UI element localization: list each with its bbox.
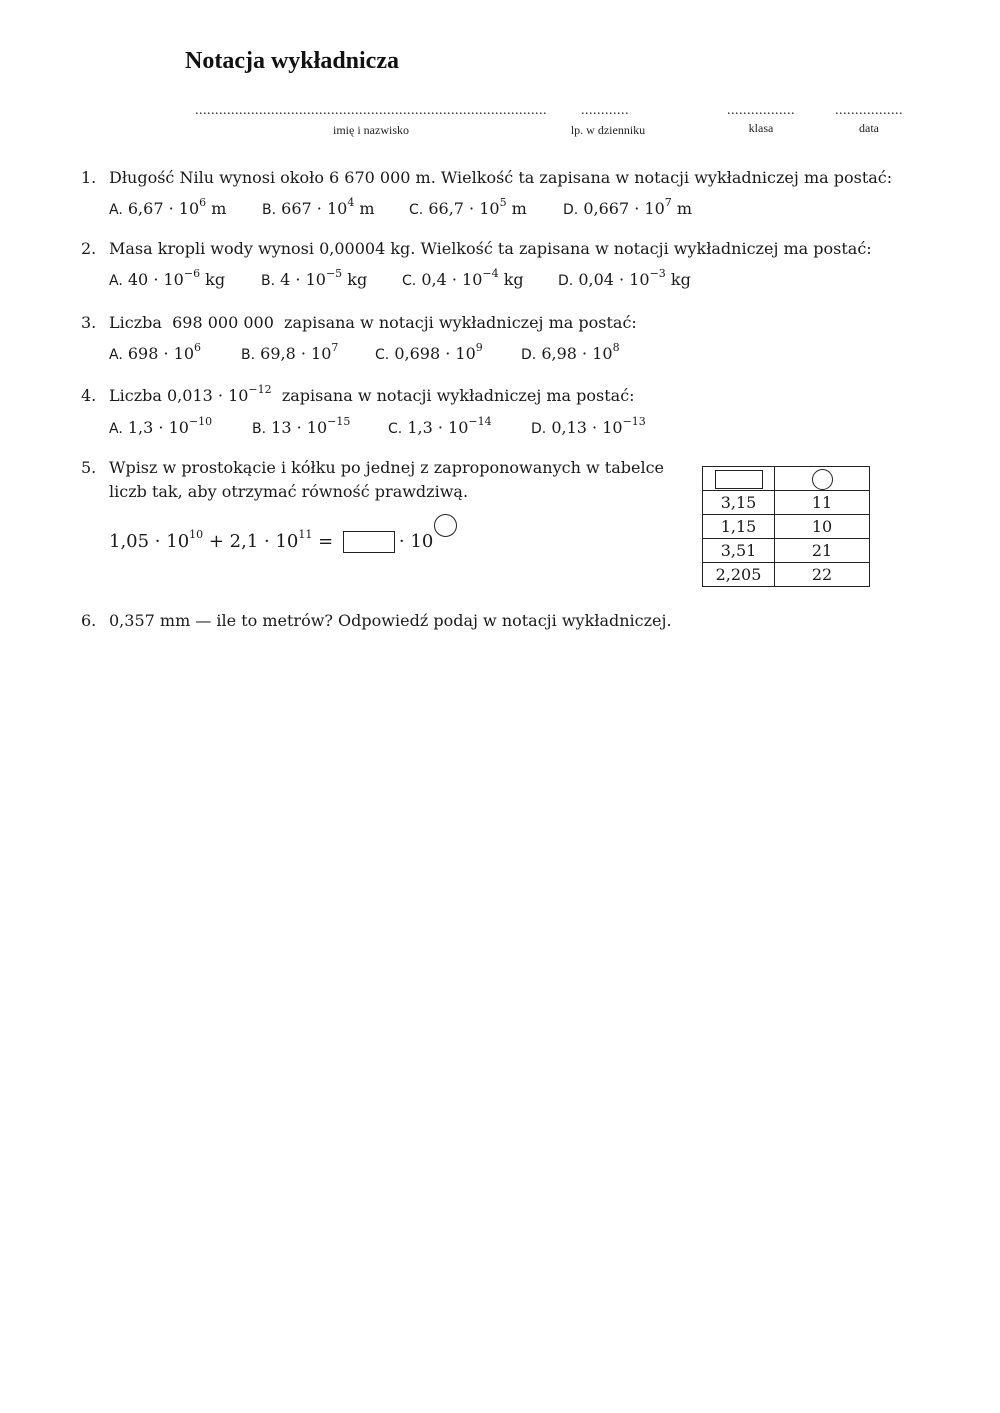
circle-column-header (775, 467, 870, 491)
option-a[interactable]: A. $40 \cdot 10^{-6}$ kg (109, 266, 226, 289)
option-c[interactable]: C. $0,4 \cdot 10^{-4}$ kg (402, 266, 524, 289)
question-5-text (109, 456, 664, 504)
name-field[interactable] (178, 103, 564, 138)
option-b[interactable]: B. $667 \cdot 10^4$ m (262, 195, 375, 218)
option-c[interactable]: C. $0,698 \cdot 10^9$ (375, 340, 483, 363)
table-row (703, 515, 870, 539)
option-b[interactable]: B. $13 \cdot 10^{-15}$ (252, 414, 351, 437)
option-d[interactable]: D. $0,13 \cdot 10^{-13}$ (531, 414, 646, 437)
circle-value[interactable]: 22 (775, 563, 870, 587)
circle-value[interactable]: 11 (775, 491, 870, 515)
option-a[interactable]: A. $1,3 \cdot 10^{-10}$ (109, 414, 213, 437)
question-text: Liczba $0,013 \cdot 10^{-12}$ zapisana w notacji wykładniczej ma postać: (109, 382, 635, 405)
name-dots: ........................................................................................ (195, 103, 547, 118)
option-a[interactable]: A. $6,67 \cdot 10^6$ m (109, 195, 227, 218)
choices-table (702, 466, 870, 587)
table-row (703, 539, 870, 563)
question-number: 6. (81, 611, 97, 630)
name-label: imię i nazwisko (333, 123, 409, 137)
date-field[interactable] (828, 103, 910, 136)
date-label: data (859, 121, 879, 135)
table-row (703, 563, 870, 587)
option-d[interactable]: D. $6,98 \cdot 10^8$ (521, 340, 620, 363)
option-d[interactable]: D. $0,04 \cdot 10^{-3}$ kg (558, 266, 691, 289)
circle-icon (812, 469, 833, 490)
option-b[interactable]: B. $4 \cdot 10^{-5}$ kg (261, 266, 368, 289)
class-dots: ................. (727, 103, 795, 118)
question-number: 1. (81, 168, 97, 187)
rectangle-value[interactable]: 1,15 (703, 515, 775, 539)
rectangle-value[interactable]: 3,51 (703, 539, 775, 563)
question-5-equation: $1,05 \cdot 10^{10} + 2,1 \cdot 10^{11}$ = · 10 (109, 524, 457, 554)
option-b[interactable]: B. $69,8 \cdot 10^7$ (241, 340, 339, 363)
question-text: Długość Nilu wynosi około 6 670 000 m. Wielkość ta zapisana w notacji wykładniczej ma postać: (109, 168, 893, 187)
question-text: Masa kropli wody wynosi 0,00004 kg. Wielkość ta zapisana w notacji wykładniczej ma postać: (109, 239, 872, 258)
journal-number-dots: ............ (581, 103, 629, 118)
option-c[interactable]: C. $66,7 \cdot 10^5$ m (409, 195, 527, 218)
worksheet-title: Notacja wykładnicza (185, 48, 399, 74)
table-header-row (703, 467, 870, 491)
rectangle-value[interactable]: 2,205 (703, 563, 775, 587)
option-a[interactable]: A. $698 \cdot 10^6$ (109, 340, 202, 363)
answer-circle[interactable] (434, 514, 457, 537)
table-row (703, 491, 870, 515)
question-5-line-1: Wpisz w prostokącie i kółku po jednej z zaproponowanych w tabelce (109, 458, 664, 477)
question-number: 3. (81, 313, 97, 332)
question-number: 4. (81, 386, 97, 405)
rectangle-value[interactable]: 3,15 (703, 491, 775, 515)
journal-number-label: lp. w dzienniku (570, 123, 646, 137)
journal-number-field[interactable] (568, 103, 648, 138)
rectangle-column-header (703, 467, 775, 491)
date-dots: ................. (835, 103, 903, 118)
circle-value[interactable]: 10 (775, 515, 870, 539)
answer-rectangle[interactable] (343, 531, 395, 553)
question-text: 0,357 mm — ile to metrów? Odpowiedź podaj w notacji wykładniczej. (109, 611, 672, 630)
option-d[interactable]: D. $0,667 \cdot 10^7$ m (563, 195, 693, 218)
question-text: Liczba 698 000 000 zapisana w notacji wykładniczej ma postać: (109, 313, 637, 332)
option-c[interactable]: C. $1,3 \cdot 10^{-14}$ (388, 414, 492, 437)
question-number: 5. (81, 458, 97, 477)
rectangle-icon (715, 470, 763, 489)
question-number: 2. (81, 239, 97, 258)
circle-value[interactable]: 21 (775, 539, 870, 563)
question-5-line-2: liczb tak, aby otrzymać równość prawdziwą. (109, 482, 469, 501)
class-label: klasa (748, 121, 774, 135)
class-field[interactable] (720, 103, 802, 136)
